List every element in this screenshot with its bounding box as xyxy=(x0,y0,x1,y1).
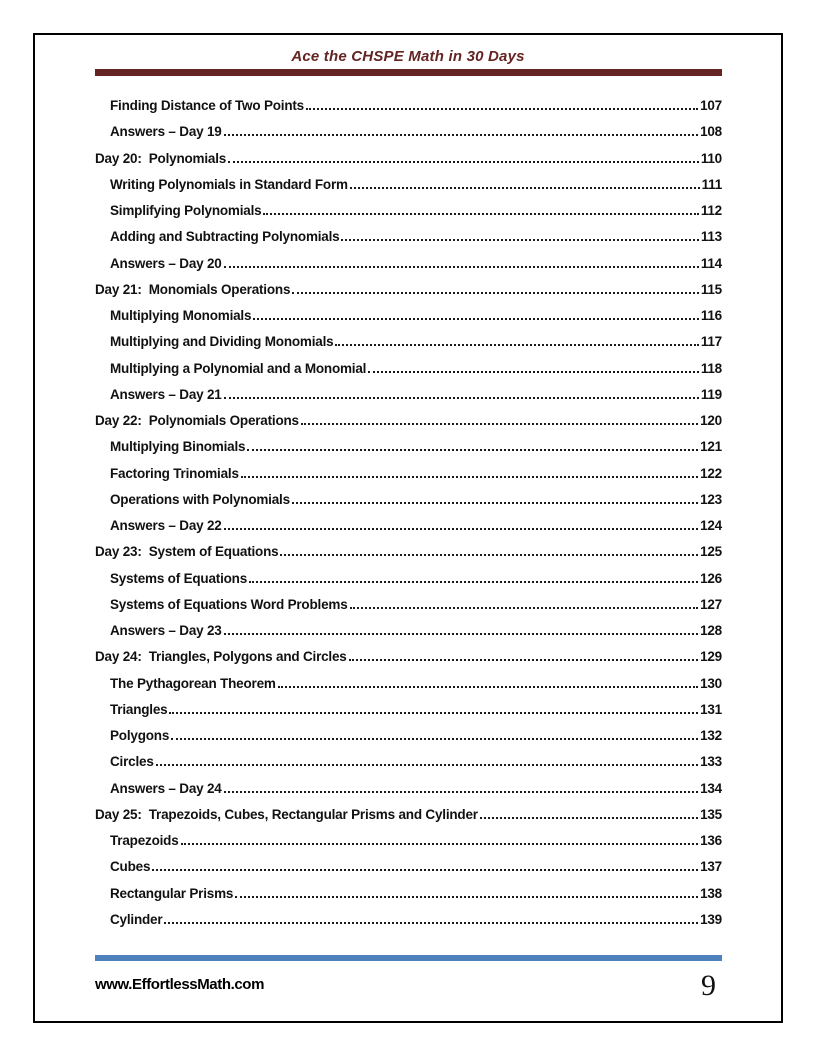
toc-entry-section xyxy=(95,907,722,933)
toc-entry-section xyxy=(95,749,722,775)
toc-dot-leader xyxy=(152,869,698,871)
toc-entry-page-number: 127 xyxy=(700,596,722,612)
toc-entry-section xyxy=(95,356,722,382)
toc-entry-label: Answers – Day 23 xyxy=(110,623,222,638)
toc-entry-label: Rectangular Prisms xyxy=(110,885,234,901)
toc-entry-label: Triangles xyxy=(110,701,168,717)
toc-dot-leader xyxy=(263,213,698,215)
toc-entry-section xyxy=(95,776,722,802)
toc-entry-label: Day 21: Monomials Operations xyxy=(95,281,291,297)
document-page xyxy=(33,33,783,1023)
toc-entry-label: Answers – Day 21 xyxy=(110,386,222,402)
toc-dot-leader xyxy=(335,344,698,346)
page-number: 9 xyxy=(701,969,716,1002)
toc-entry-section xyxy=(95,434,722,460)
toc-dot-leader xyxy=(169,712,698,714)
toc-dot-leader xyxy=(278,686,698,688)
toc-entry-section xyxy=(95,854,722,880)
toc-dot-leader xyxy=(156,764,698,766)
toc-dot-leader xyxy=(350,607,699,609)
toc-entry-page-number: 126 xyxy=(700,570,722,586)
toc-dot-leader xyxy=(247,449,698,451)
toc-entry-label: Simplifying Polynomials xyxy=(110,203,262,218)
toc-entry-page-number: 138 xyxy=(700,885,722,901)
toc-dot-leader xyxy=(292,502,698,504)
toc-dot-leader xyxy=(164,922,698,924)
toc-entry-chapter xyxy=(95,408,722,434)
toc-entry-section xyxy=(95,592,722,618)
toc-entry-label: Polygons xyxy=(110,728,170,743)
toc-entry-page-number: 110 xyxy=(700,150,722,166)
toc-dot-leader xyxy=(249,581,698,583)
toc-entry-page-number: 115 xyxy=(700,281,722,297)
toc-entry-page-number: 114 xyxy=(700,255,722,271)
toc-dot-leader xyxy=(306,108,698,110)
toc-entry-chapter xyxy=(95,644,722,670)
toc-entry-label: Trapezoids xyxy=(110,833,179,848)
toc-entry-label: Circles xyxy=(110,754,154,770)
toc-entry-chapter xyxy=(95,539,722,565)
toc-entry-section xyxy=(95,723,722,749)
toc-entry-label: Adding and Subtracting Polynomials xyxy=(110,229,340,245)
toc-entry-section xyxy=(95,329,722,355)
toc-entry-page-number: 137 xyxy=(700,859,722,875)
toc-entry-page-number: 111 xyxy=(701,176,722,192)
toc-entry-page-number: 124 xyxy=(700,518,722,533)
toc-entry-page-number: 112 xyxy=(700,203,722,218)
toc-dot-leader xyxy=(224,397,699,399)
toc-entry-label: Answers – Day 20 xyxy=(110,255,222,271)
toc-entry-label: Cubes xyxy=(110,859,151,875)
toc-entry-page-number: 125 xyxy=(700,544,722,560)
toc-dot-leader xyxy=(368,371,699,373)
toc-entry-section xyxy=(95,618,722,644)
toc-entry-label: Cylinder xyxy=(110,911,163,927)
toc-entry-page-number: 118 xyxy=(700,360,722,376)
toc-entry-page-number: 119 xyxy=(700,386,722,402)
toc-entry-label: Multiplying Binomials xyxy=(110,439,246,455)
toc-entry-page-number: 135 xyxy=(700,806,722,822)
toc-entry-label: Answers – Day 24 xyxy=(110,780,222,796)
toc-entry-chapter xyxy=(95,277,722,303)
toc-entry-page-number: 122 xyxy=(700,465,722,481)
toc-entry-label: Multiplying Monomials xyxy=(110,308,252,323)
toc-entry-page-number: 134 xyxy=(700,780,722,796)
toc-dot-leader xyxy=(228,161,699,163)
toc-dot-leader xyxy=(224,528,698,530)
toc-entry-page-number: 116 xyxy=(700,308,722,323)
book-title: Ace the CHSPE Math in 30 Days xyxy=(291,48,525,65)
toc-dot-leader xyxy=(292,292,699,294)
toc-dot-leader xyxy=(301,423,698,425)
toc-entry-page-number: 133 xyxy=(700,754,722,770)
toc-dot-leader xyxy=(349,659,698,661)
toc-entry-chapter xyxy=(95,802,722,828)
header-divider-bar xyxy=(95,69,722,76)
toc-entry-section xyxy=(95,881,722,907)
toc-dot-leader xyxy=(235,896,698,898)
website-link: www.EffortlessMath.com xyxy=(95,976,265,993)
toc-entry-label: The Pythagorean Theorem xyxy=(110,675,276,691)
toc-entry-label: Finding Distance of Two Points xyxy=(110,98,304,113)
toc-entry-section xyxy=(95,303,722,329)
toc-entry-label: Day 22: Polynomials Operations xyxy=(95,413,299,428)
toc-entry-section xyxy=(95,671,722,697)
toc-entry-label: Day 25: Trapezoids, Cubes, Rectangular Prisms and Cylinder xyxy=(95,806,478,822)
toc-entry-page-number: 117 xyxy=(700,334,722,350)
toc-entry-section xyxy=(95,566,722,592)
toc-entry-label: Day 24: Triangles, Polygons and Circles xyxy=(95,649,347,665)
toc-dot-leader xyxy=(224,266,699,268)
toc-entry-page-number: 136 xyxy=(700,833,722,848)
toc-entry-page-number: 121 xyxy=(700,439,722,455)
toc-entry-page-number: 130 xyxy=(700,675,722,691)
toc-entry-section xyxy=(95,198,722,224)
toc-entry-page-number: 131 xyxy=(700,701,722,717)
toc-entry-section xyxy=(95,828,722,854)
toc-entry-page-number: 123 xyxy=(700,491,722,507)
toc-entry-chapter xyxy=(95,146,722,172)
toc-entry-label: Day 23: System of Equations xyxy=(95,544,279,560)
toc-dot-leader xyxy=(241,476,698,478)
toc-dot-leader xyxy=(341,239,698,241)
toc-entry-page-number: 113 xyxy=(700,229,722,245)
toc-entry-page-number: 107 xyxy=(700,98,722,113)
toc-entry-label: Factoring Trinomials xyxy=(110,465,239,481)
toc-entry-label: Systems of Equations xyxy=(110,570,248,586)
toc-entry-section xyxy=(95,513,722,539)
toc-entry-section xyxy=(95,119,722,145)
toc-entry-page-number: 128 xyxy=(700,623,722,638)
toc-entry-section xyxy=(95,172,722,198)
toc-entry-label: Multiplying a Polynomial and a Monomial xyxy=(110,360,367,376)
toc-entry-page-number: 108 xyxy=(700,124,722,140)
toc-entry-label: Multiplying and Dividing Monomials xyxy=(110,334,334,350)
toc-entry-label: Answers – Day 22 xyxy=(110,518,222,533)
toc-entry-label: Operations with Polynomials xyxy=(110,491,290,507)
toc-entry-page-number: 120 xyxy=(700,413,722,428)
toc-entry-label: Answers – Day 19 xyxy=(110,124,222,140)
toc-entry-section xyxy=(95,461,722,487)
footer-divider-bar xyxy=(95,955,722,961)
toc-dot-leader xyxy=(171,738,698,740)
toc-entry-label: Writing Polynomials in Standard Form xyxy=(110,176,348,192)
table-of-contents xyxy=(95,93,722,933)
toc-dot-leader xyxy=(224,791,698,793)
toc-entry-section xyxy=(95,93,722,119)
toc-dot-leader xyxy=(480,817,698,819)
toc-dot-leader xyxy=(280,554,698,556)
toc-entry-label: Systems of Equations Word Problems xyxy=(110,596,348,612)
toc-entry-section xyxy=(95,382,722,408)
toc-entry-section xyxy=(95,251,722,277)
toc-entry-section xyxy=(95,224,722,250)
page-footer xyxy=(95,955,722,1002)
toc-entry-section xyxy=(95,487,722,513)
toc-entry-label: Day 20: Polynomials xyxy=(95,150,227,166)
toc-entry-section xyxy=(95,697,722,723)
toc-dot-leader xyxy=(350,187,700,189)
toc-entry-page-number: 132 xyxy=(700,728,722,743)
toc-dot-leader xyxy=(224,633,698,635)
toc-entry-page-number: 129 xyxy=(700,649,722,665)
toc-dot-leader xyxy=(224,134,698,136)
toc-dot-leader xyxy=(253,318,699,320)
toc-entry-page-number: 139 xyxy=(700,911,722,927)
toc-dot-leader xyxy=(181,843,699,845)
